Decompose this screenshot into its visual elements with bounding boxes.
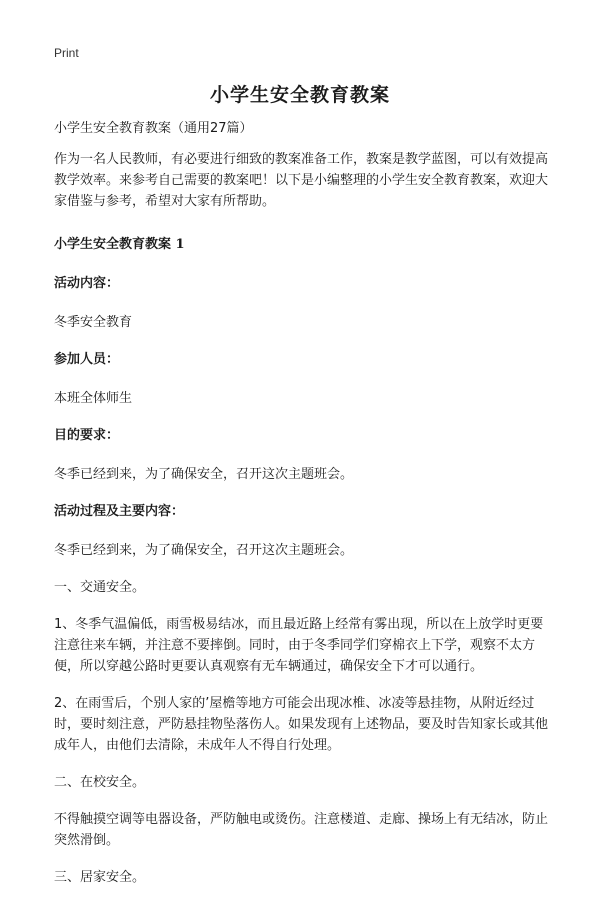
school-safety-text: 不得触摸空调等电器设备，严防触电或烫伤。注意楼道、走廊、操场上有无结冰，防止突然滑倒。 xyxy=(54,812,549,848)
activity-content-label: 活动内容： xyxy=(54,276,120,291)
participants-label: 参加人员： xyxy=(54,352,120,367)
school-safety-heading: 二、在校安全。 xyxy=(54,775,146,790)
process-intro-text: 冬季已经到来，为了确保安全，召开这次主题班会。 xyxy=(54,543,354,558)
print-link[interactable]: Print xyxy=(54,46,79,60)
section-heading: 小学生安全教育教案 1 xyxy=(54,237,185,252)
page-title: 小学生安全教育教案 xyxy=(209,84,390,106)
goal-label: 目的要求： xyxy=(54,428,120,443)
home-safety-heading: 三、居家安全。 xyxy=(54,870,146,885)
process-label: 活动过程及主要内容： xyxy=(54,504,185,519)
traffic-safety-item-1: 1、冬季气温偏低，雨雪极易结冰，而且最近路上经常有雾出现，所以在上放学时更要注意往来车辆，并注意不要摔倒。同时，由于冬季同学们穿棉衣上下学，观察不太方便，所以穿越公路时更要认真观察有无车辆通过，确保安全下才可以通行。 xyxy=(54,617,544,674)
document-subtitle: 小学生安全教育教案（通用27篇） xyxy=(54,121,253,136)
traffic-safety-heading: 一、交通安全。 xyxy=(54,580,146,595)
traffic-safety-item-2: 2、在雨雪后，个别人家的’屋檐等地方可能会出现冰椎、冰凌等悬挂物，从附近经过时，要时刻注意，严防悬挂物坠落伤人。如果发现有上述物品，要及时告知家长或其他成年人，由他们去清除，未成年人不得自行处理。 xyxy=(54,696,549,753)
participants-text: 本班全体师生 xyxy=(54,391,133,406)
goal-text: 冬季已经到来，为了确保安全，召开这次主题班会。 xyxy=(54,467,354,482)
activity-content-text: 冬季安全教育 xyxy=(54,315,133,330)
document-body xyxy=(54,118,550,904)
intro-paragraph: 作为一名人民教师，有必要进行细致的教案准备工作，教案是教学蓝图，可以有效提高教学效率。来参考自己需要的教案吧！以下是小编整理的小学生安全教育教案，欢迎大家借鉴与参考，希望对大家有所帮助。 xyxy=(54,152,549,209)
